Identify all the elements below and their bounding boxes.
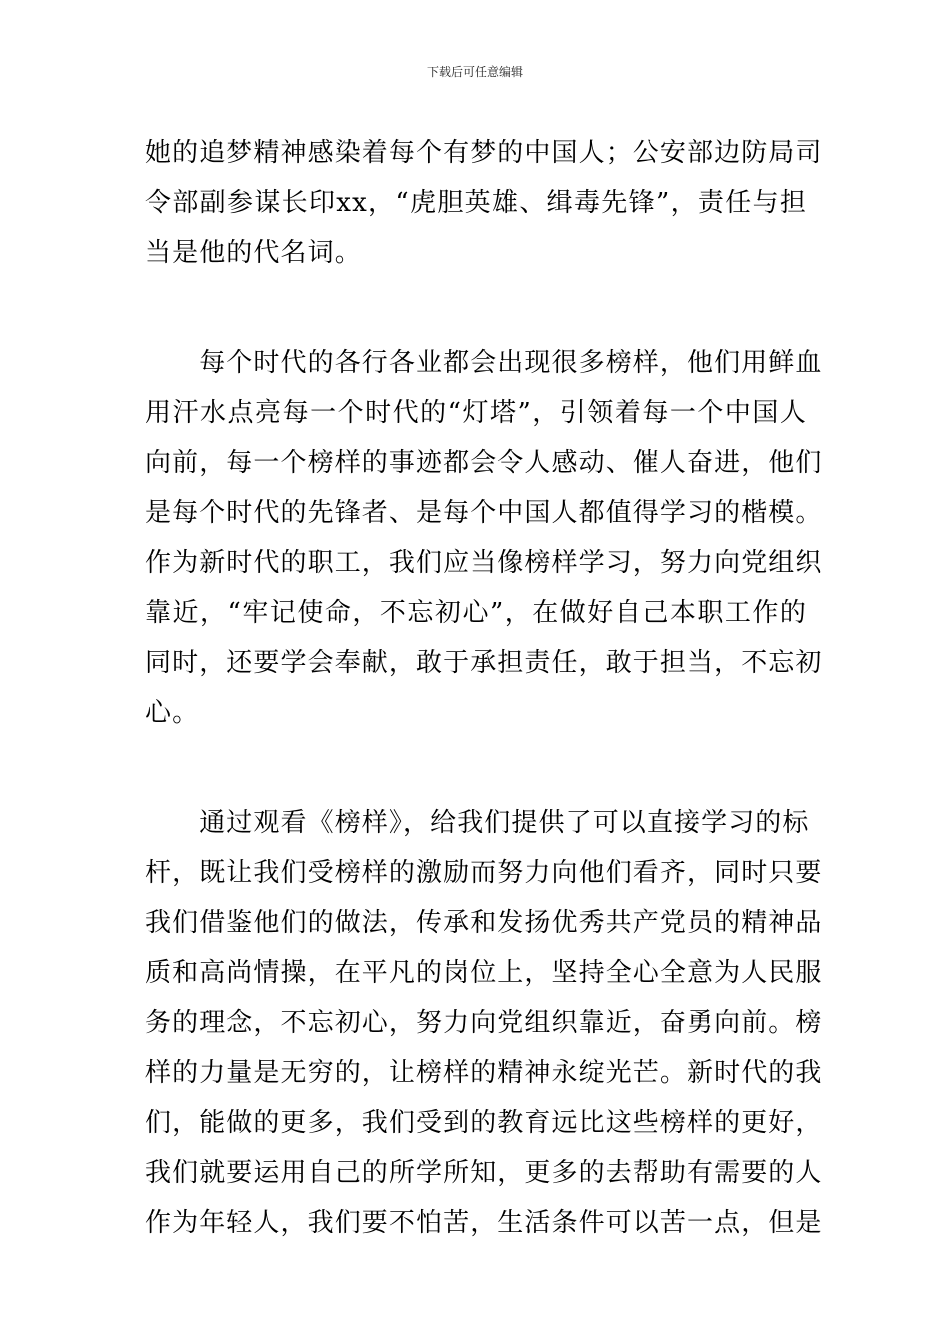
paragraph-3 (145, 798, 823, 1248)
text-line: 向前，每一个榜样的事迹都会令人感动、催人奋进，他们 (145, 448, 823, 478)
text-line: 我们就要运用自己的所学所知，更多的去帮助有需要的人 (145, 1158, 823, 1188)
text-line: 当是他的代名词。 (145, 238, 362, 268)
paragraph-1 (145, 128, 823, 278)
text-line: 质和高尚情操，在平凡的岗位上，坚持全心全意为人民服 (145, 958, 823, 988)
text-line: 我们借鉴他们的做法，传承和发扬优秀共产党员的精神品 (145, 908, 823, 938)
text-line: 杆，既让我们受榜样的激励而努力向他们看齐，同时只要 (145, 858, 823, 888)
document-body (145, 128, 823, 1248)
page-header: 下载后可任意编辑 (426, 65, 523, 79)
text-line: 靠近，“牢记使命，不忘初心”，在做好自己本职工作的 (145, 598, 807, 628)
text-line: 样的力量是无穷的，让榜样的精神永绽光芒。新时代的我 (145, 1058, 823, 1088)
paragraph-spacer (145, 738, 807, 798)
text-line: 心。 (145, 698, 200, 728)
text-line: 务的理念，不忘初心，努力向党组织靠近，奋勇向前。榜 (145, 1008, 823, 1038)
text-line: 令部副参谋长印xx，“虎胆英雄、缉毒先锋”，责任与担 (145, 188, 807, 218)
text-line: 是每个时代的先锋者、是每个中国人都值得学习的楷模。 (145, 498, 823, 528)
paragraph-spacer (145, 278, 807, 338)
text-line: 同时，还要学会奉献，敢于承担责任，敢于担当，不忘初 (145, 648, 823, 678)
text-line: 作为新时代的职工，我们应当像榜样学习，努力向党组织 (145, 548, 823, 578)
text-line: 通过观看《榜样》，给我们提供了可以直接学习的标 (145, 808, 810, 838)
paragraph-2 (145, 338, 823, 738)
text-line: 们，能做的更多，我们受到的教育远比这些榜样的更好， (145, 1108, 823, 1138)
text-line: 每个时代的各行各业都会出现很多榜样，他们用鲜血 (145, 348, 823, 378)
text-line: 她的追梦精神感染着每个有梦的中国人；公安部边防局司 (145, 138, 823, 168)
text-line: 用汗水点亮每一个时代的“灯塔”，引领着每一个中国人 (145, 398, 807, 428)
text-line: 作为年轻人，我们要不怕苦，生活条件可以苦一点，但是 (145, 1208, 823, 1238)
